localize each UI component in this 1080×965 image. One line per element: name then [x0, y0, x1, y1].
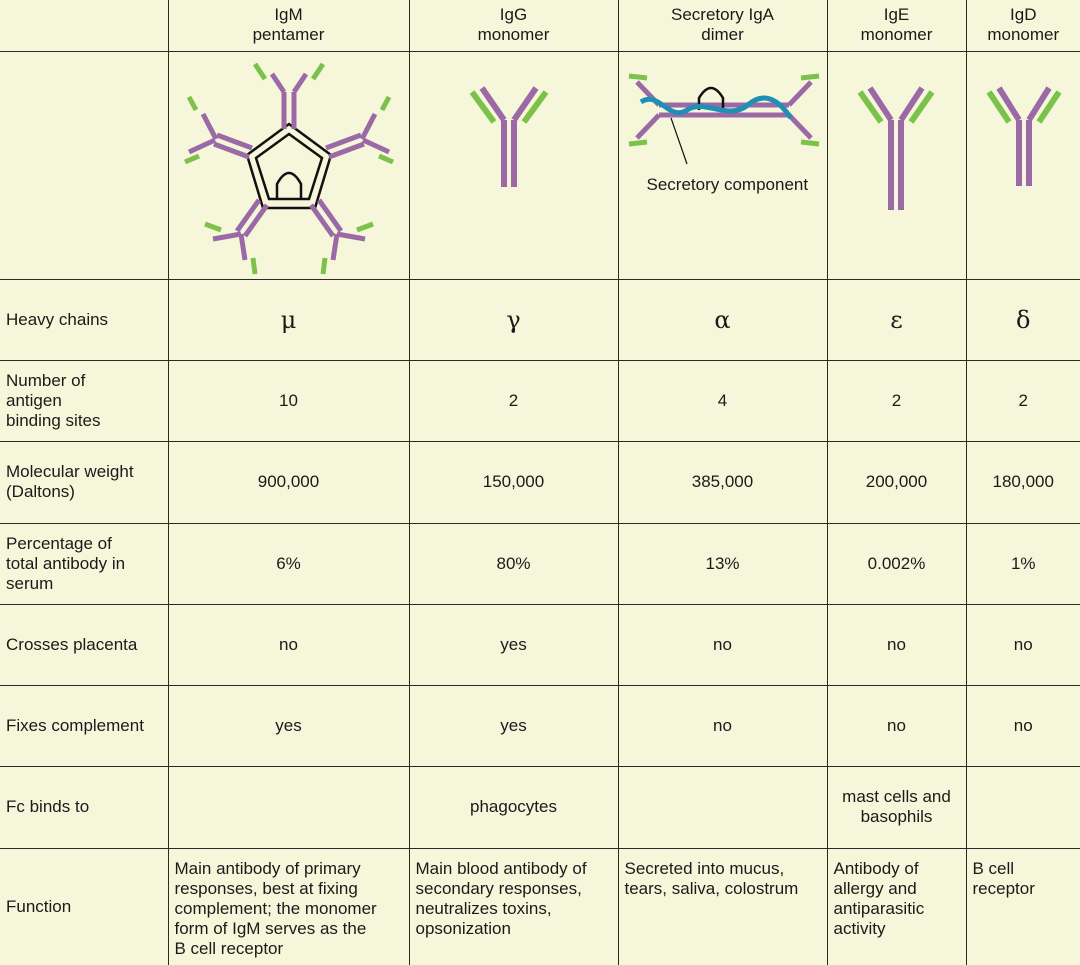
igd-crosses-placenta: no	[966, 604, 1080, 685]
molecular-weight-label: Molecular weight (Daltons)	[0, 441, 168, 523]
iga-dimer-diagram	[619, 52, 828, 279]
igd-binding-sites: 2	[966, 360, 1080, 441]
igm-percent-serum: 6%	[168, 523, 409, 604]
fc-binds-row	[0, 766, 1080, 848]
iga-fixes-complement: no	[618, 685, 827, 766]
heavy-chains	[999, 88, 1049, 186]
igg-percent-serum: 80%	[409, 523, 618, 604]
iga-percent-serum: 13%	[618, 523, 827, 604]
iga-crosses-placenta: no	[618, 604, 827, 685]
iga-binding-sites: 4	[618, 360, 827, 441]
heavy-chains	[189, 74, 389, 260]
header-row	[0, 0, 1080, 51]
igg-crosses-placenta: yes	[409, 604, 618, 685]
secretory-component-label: Secretory component	[647, 175, 809, 195]
fixes-complement-row	[0, 685, 1080, 766]
percent-serum-label: Percentage of total antibody in serum	[0, 523, 168, 604]
light-chains	[860, 92, 932, 122]
fixes-complement-label: Fixes complement	[0, 685, 168, 766]
igm-fc-binds	[168, 766, 409, 848]
iga-structure-cell	[618, 51, 827, 279]
col-header-igm: IgM pentamer	[168, 0, 409, 51]
light-chains	[185, 64, 393, 274]
col-header-igd: IgD monomer	[966, 0, 1080, 51]
crosses-placenta-row	[0, 604, 1080, 685]
igm-function: Main antibody of primary responses, best at fixing complement; the monomer form of IgM serves as the B cell receptor	[168, 848, 409, 965]
structure-label-cell	[0, 51, 168, 279]
igg-monomer-diagram	[410, 52, 619, 279]
ige-function: Antibody of allergy and antiparasitic activity	[827, 848, 966, 965]
ige-molecular-weight: 200,000	[827, 441, 966, 523]
heavy-chains-row	[0, 279, 1080, 360]
igg-heavy-chain: γ	[409, 279, 618, 360]
igd-heavy-chain: δ	[966, 279, 1080, 360]
iga-function: Secreted into mucus, tears, saliva, colostrum	[618, 848, 827, 965]
iga-heavy-chain: α	[618, 279, 827, 360]
j-chain	[247, 124, 331, 208]
igg-structure-cell	[409, 51, 618, 279]
light-chains	[472, 92, 546, 122]
iga-fc-binds	[618, 766, 827, 848]
igm-heavy-chain: μ	[168, 279, 409, 360]
binding-sites-label: Number of antigen binding sites	[0, 360, 168, 441]
heavy-chains	[482, 88, 536, 187]
igd-fc-binds	[966, 766, 1080, 848]
col-header-igg: IgG monomer	[409, 0, 618, 51]
igd-structure-cell	[966, 51, 1080, 279]
ige-structure-cell	[827, 51, 966, 279]
igm-molecular-weight: 900,000	[168, 441, 409, 523]
molecular-weight-row	[0, 441, 1080, 523]
igm-pentamer-diagram	[169, 52, 410, 279]
ige-binding-sites: 2	[827, 360, 966, 441]
igg-molecular-weight: 150,000	[409, 441, 618, 523]
igd-percent-serum: 1%	[966, 523, 1080, 604]
igd-function: B cell receptor	[966, 848, 1080, 965]
igg-function: Main blood antibody of secondary responses, neutralizes toxins, opsonization	[409, 848, 618, 965]
corner-cell	[0, 0, 168, 51]
igm-binding-sites: 10	[168, 360, 409, 441]
ige-fixes-complement: no	[827, 685, 966, 766]
binding-sites-row	[0, 360, 1080, 441]
igm-fixes-complement: yes	[168, 685, 409, 766]
iga-molecular-weight: 385,000	[618, 441, 827, 523]
ige-monomer-diagram	[828, 52, 967, 279]
percent-serum-row	[0, 523, 1080, 604]
function-row	[0, 848, 1080, 965]
igg-fc-binds: phagocytes	[409, 766, 618, 848]
igg-fixes-complement: yes	[409, 685, 618, 766]
secretory-component-pointer	[671, 118, 687, 164]
igd-fixes-complement: no	[966, 685, 1080, 766]
igg-binding-sites: 2	[409, 360, 618, 441]
ige-heavy-chain: ε	[827, 279, 966, 360]
heavy-chains-label: Heavy chains	[0, 279, 168, 360]
crosses-placenta-label: Crosses placenta	[0, 604, 168, 685]
ige-percent-serum: 0.002%	[827, 523, 966, 604]
ige-crosses-placenta: no	[827, 604, 966, 685]
igm-crosses-placenta: no	[168, 604, 409, 685]
igd-monomer-diagram	[967, 52, 1080, 279]
col-header-ige: IgE monomer	[827, 0, 966, 51]
heavy-chains	[870, 88, 922, 210]
igd-molecular-weight: 180,000	[966, 441, 1080, 523]
structure-row	[0, 51, 1080, 279]
col-header-iga: Secretory IgA dimer	[618, 0, 827, 51]
igm-structure-cell	[168, 51, 409, 279]
fc-binds-label: Fc binds to	[0, 766, 168, 848]
function-label: Function	[0, 848, 168, 965]
ige-fc-binds: mast cells and basophils	[827, 766, 966, 848]
light-chains	[989, 92, 1059, 122]
